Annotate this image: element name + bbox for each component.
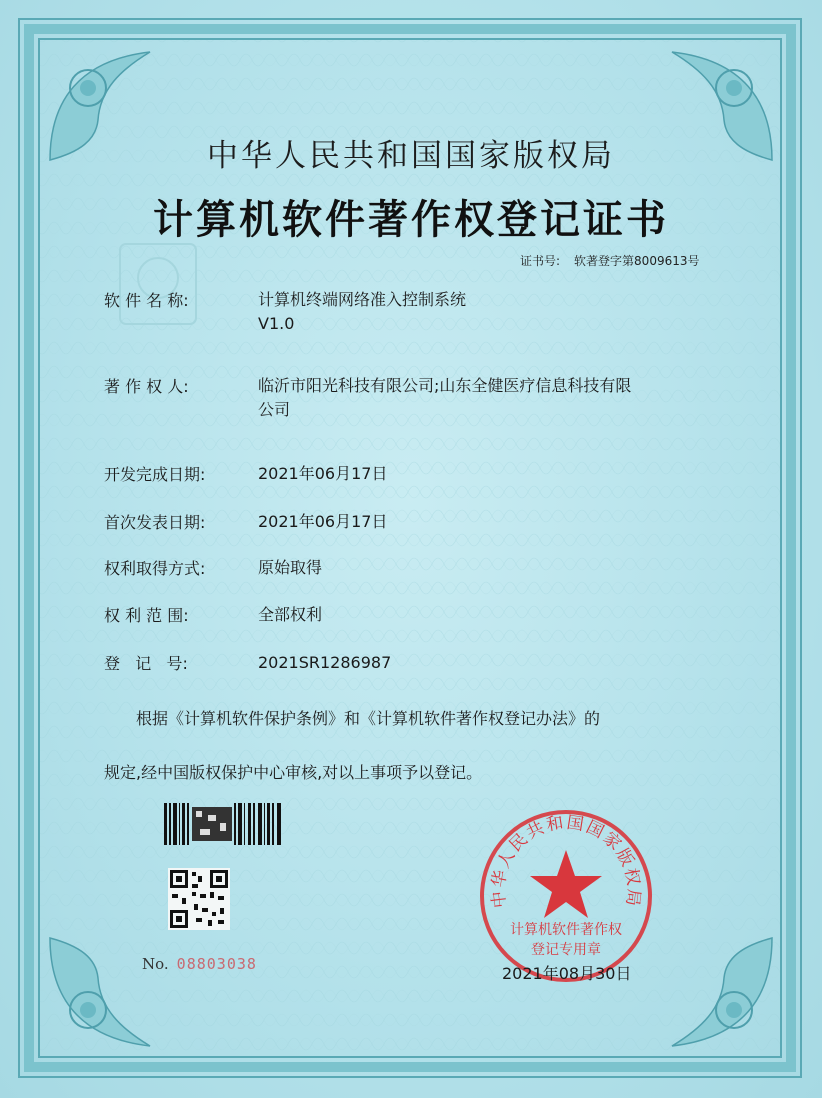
- issue-date: 2021年08月30日: [502, 964, 632, 983]
- pub-date-value: 2021年06月17日: [258, 512, 388, 531]
- qr-code: [168, 868, 230, 930]
- pub-date-label: 首次发表日期:: [104, 513, 206, 532]
- owner-label: 著 作 权 人:: [104, 377, 189, 396]
- owner-line2: 公司: [258, 400, 291, 419]
- seal-arc-text: 中华人民共和国国家版权局: [488, 812, 644, 910]
- declaration-line2: 规定,经中国版权保护中心审核,对以上事项予以登记。: [104, 763, 483, 782]
- software-name-value: [258, 288, 738, 336]
- owner-line1: 临沂市阳光科技有限公司;山东全健医疗信息科技有限: [258, 376, 632, 395]
- declaration-line1: 根据《计算机软件保护条例》和《计算机软件著作权登记办法》的: [136, 709, 601, 728]
- serial-prefix: No.: [142, 955, 169, 973]
- serial-number: [142, 955, 257, 973]
- reg-no-value: 2021SR1286987: [258, 653, 392, 672]
- certificate-title: 计算机软件著作权登记证书: [153, 197, 669, 243]
- official-seal: [476, 806, 656, 986]
- seal-line2: 登记专用章: [531, 942, 601, 958]
- seal-line1: 计算机软件著作权: [510, 922, 622, 938]
- dev-date-value: 2021年06月17日: [258, 464, 388, 483]
- certificate-number: [520, 252, 700, 269]
- scope-label: 权 利 范 围:: [104, 606, 189, 625]
- reg-no-label: 登 记 号:: [104, 654, 188, 673]
- acquire-label: 权利取得方式:: [104, 559, 206, 578]
- issuer-title: 中华人民共和国国家版权局: [207, 138, 615, 174]
- declaration-paragraph: [104, 692, 744, 800]
- seal-star-icon: [530, 850, 602, 918]
- software-name-line2: V1.0: [258, 314, 295, 333]
- serial-number-value: 08803038: [176, 955, 257, 973]
- faint-emblem-watermark: [116, 240, 200, 328]
- owner-value: [258, 374, 738, 422]
- dev-date-label: 开发完成日期:: [104, 465, 206, 484]
- corner-ornament-bottom-right: [652, 928, 782, 1058]
- corner-ornament-bottom-left: [40, 928, 170, 1058]
- barcode: [164, 803, 284, 845]
- certificate-number-label: 证书号:: [520, 254, 561, 268]
- certificate-number-value: 软著登字第8009613号: [574, 254, 700, 268]
- scope-value: 全部权利: [258, 605, 323, 624]
- acquire-value: 原始取得: [258, 558, 323, 577]
- software-name-line1: 计算机终端网络准入控制系统: [258, 290, 467, 309]
- software-name-label: 软 件 名 称:: [104, 291, 189, 310]
